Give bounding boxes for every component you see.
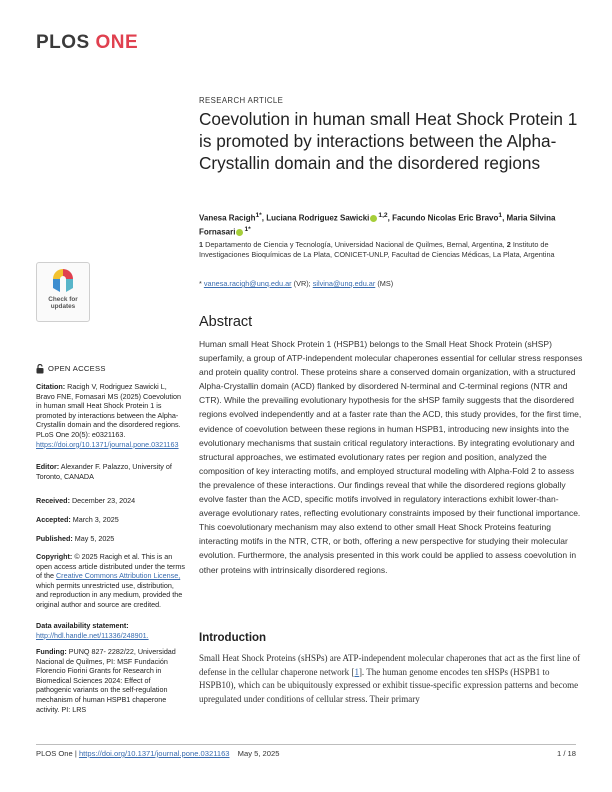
- data-availability-label: Data availability statement:: [36, 621, 129, 630]
- accepted-block: [36, 515, 186, 525]
- affil-1-text: Departamento de Ciencia y Tecnología, Universidad Nacional de Quilmes, Bernal, Argentina,: [205, 240, 505, 249]
- received-date: December 23, 2024: [71, 496, 136, 505]
- published-label: Published:: [36, 534, 73, 543]
- orcid-icon[interactable]: [236, 229, 243, 236]
- affil-2-text: Instituto de Investigaciones Bioquímicas de La Plata, CONICET-UNLP, Facultad de Ciencias Médicas, La Plata, Argentina: [199, 240, 555, 259]
- author-2[interactable]: Luciana Rodriguez Sawicki: [266, 213, 370, 223]
- author-4-sup: 1*: [244, 225, 251, 233]
- article-type: RESEARCH ARTICLE: [199, 96, 284, 105]
- funding-text: PUNQ 827- 2282/22, Universidad Nacional de Quilmes, PI: MSF Fundación Florencio Fiorini Grants for Research in Biomedical Sciences 2024: Effect of pathogenic variants on the self-regulation mechanism of human HSPB1 chaperone activity. PI: LRS: [36, 647, 176, 714]
- open-lock-icon: [36, 364, 44, 374]
- editor-label: Editor:: [36, 462, 60, 471]
- accepted-date: March 3, 2025: [72, 515, 119, 524]
- license-link[interactable]: Creative Commons Attribution License,: [55, 571, 181, 581]
- editor-text: Alexander F. Palazzo, University of Toronto, CANADA: [36, 462, 172, 481]
- published-date: May 5, 2025: [74, 534, 115, 543]
- intro-text-2: ]. The human genome encodes ten sHSPs (HSPB1 to HSPB10), which can be ubiquitously expressed or exhibit tissue-specific expression patterns and become upregulated under conditions of cellular stress. Their primary: [199, 666, 579, 704]
- check-for-updates-badge[interactable]: [36, 262, 90, 322]
- footer: [36, 749, 279, 758]
- article-title: Coevolution in human small Heat Shock Protein 1 is promoted by interactions between the Alpha-Crystallin domain and the disordered regions: [199, 109, 578, 173]
- affiliations: [199, 240, 584, 259]
- correspondence: [199, 279, 584, 289]
- logo-plos: PLOS: [36, 32, 90, 53]
- author-4[interactable]: Maria Silvina Fornasari: [199, 213, 556, 237]
- introduction-text: [199, 652, 584, 706]
- affil-2-num: 2: [506, 240, 511, 249]
- published-block: [36, 534, 186, 544]
- copyright-label: Copyright:: [36, 552, 73, 561]
- author-3-sup: 1: [498, 212, 503, 219]
- email-link-2[interactable]: silvina@unq.edu.ar: [312, 279, 376, 288]
- funding-block: [36, 647, 186, 714]
- abstract-heading: Abstract: [199, 314, 253, 330]
- copyright-text1: © 2025 Racigh et al. This is an open access article distributed under the terms of the: [36, 552, 186, 581]
- corr-who-2: (MS): [377, 279, 394, 288]
- citation-label: Citation:: [36, 382, 66, 391]
- orcid-icon[interactable]: [370, 215, 377, 222]
- footer-journal: PLOS One |: [36, 749, 77, 758]
- funding-label: Funding:: [36, 647, 67, 656]
- check-updates-line1: Check for: [48, 296, 78, 303]
- corr-who-1: (VR);: [293, 279, 311, 288]
- footer-doi-link[interactable]: https://doi.org/10.1371/journal.pone.0321163: [78, 749, 230, 758]
- email-link-1[interactable]: vanesa.racigh@unq.edu.ar: [203, 279, 292, 288]
- reference-link[interactable]: 1: [354, 666, 359, 677]
- abstract-text: Human small Heat Shock Protein 1 (HSPB1) belongs to the Small Heat Shock Protein (sHSP) superfamily, a group of ATP-independent molecular chaperones essential for cellular stress responses and protein quality control. These proteins share a conserved domain organization, with a structured Alpha-Crystallin domain (ACD) flanked by disordered N-terminal and C-terminal regions (NTR and CTR). While the prevailing evolutionary hypothesis for the sHSP family suggests that the disordered regions evolved independently and at a faster rate than the ACD, this study provides, for the first time, evidence of coevolution between these regions in human HSPB1, introducing new insights into the evolutionary mechanisms that sustain critical regulatory interactions. By integrating evolutionary and structural approaches, we estimated evolutionary rates per region and position, analyzed the composition of key interacting motifs, and employed structural modeling with Alpha-Fold 2 to assess the prevalence of these interactions. Our findings reveal that while the disordered regions globally evolve faster than the ACD, specific motifs involved in regulatory interactions exhibit lower-than-average evolutionary rates, reflecting evolutionary constraints imposed by their functional importance. This coevolutionary mechanism may also extend to other small Heat Shock Proteins featuring interacting motifs in the NTR, CTR, or both, offering a new perspective for studying their molecular evolution. Furthermore, the analysis presented in this work could be applied to assess coevolution in other proteins with intrinsically disordered regions.: [199, 339, 583, 575]
- author-1[interactable]: Vanesa Racigh: [199, 213, 256, 223]
- introduction-heading: Introduction: [199, 632, 267, 644]
- footer-date: May 5, 2025: [237, 749, 280, 758]
- author-1-sup: 1*: [255, 212, 262, 219]
- footer-divider: [36, 744, 576, 745]
- author-list: Vanesa Racigh$^{1*}$, Luciana Rodriguez Sawicki $^{1,2}$, Facundo Nicolas Eric Bravo$^1$, Maria Silvina Fornasari $^{1*}$: [199, 212, 556, 237]
- citation-text: Racigh V, Rodriguez Sawicki L, Bravo FNE, Fornasari MS (2025) Coevolution in human small Heat Shock Protein 1 is promoted by interactions between the Alpha-Crystallin domain and the disordered regions. PLoS One 20(5): e0321163.: [36, 382, 182, 439]
- citation-doi-link[interactable]: https://doi.org/10.1371/journal.pone.0321163: [36, 439, 179, 449]
- logo-one: ONE: [95, 32, 139, 53]
- received-block: [36, 496, 186, 506]
- accepted-label: Accepted:: [36, 515, 71, 524]
- data-availability-link[interactable]: http://hdl.handle.net/11336/248901.: [36, 630, 149, 640]
- copyright-text2: which permits unrestricted use, distribution, and reproduction in any medium, provided the original author and source are credited.: [36, 580, 183, 609]
- corr-star: *: [199, 279, 202, 288]
- check-updates-icon: [52, 268, 74, 294]
- journal-logo[interactable]: [36, 32, 138, 54]
- page-number: 1 / 18: [557, 749, 576, 758]
- received-label: Received:: [36, 496, 70, 505]
- data-availability-block: [36, 621, 186, 640]
- open-access-label: OPEN ACCESS: [48, 364, 106, 374]
- author-3[interactable]: Facundo Nicolas Eric Bravo: [392, 213, 499, 223]
- citation-block: [36, 382, 186, 449]
- editor-block: [36, 462, 186, 481]
- copyright-block: [36, 552, 186, 610]
- affil-1-num: 1: [199, 240, 204, 249]
- check-updates-line2: updates: [50, 303, 76, 311]
- author-2-sup: 1,2: [378, 212, 388, 219]
- intro-text-1: Small Heat Shock Proteins (sHSPs) are ATP-independent molecular chaperones that act as the first line of defense in the cellular chaperone network [: [199, 653, 581, 677]
- open-access-badge: [36, 364, 186, 374]
